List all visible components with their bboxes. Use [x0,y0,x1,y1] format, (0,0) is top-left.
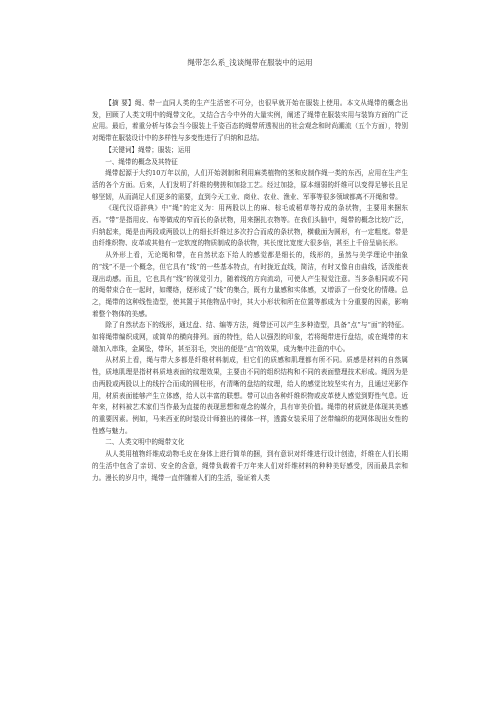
section-1-paragraph-1: 绳带起源于大约10万年以前，人们开始剥制和利用麻类植物的茎和皮制作绳一类的东西，应用在生产生活的各个方面。后来，人们发明了纤维的劈搓和加捻工艺。经过加捻，原本细弱的纤维可以变得足够长且足够坚韧，从而满足人们更多的需要，直到今天工业、商业、农业、渔业、军事等很多领域都离不开绳和带。 [92,169,408,201]
section-1-paragraph-5: 从材质上看，绳与带大多都是纤维材料制成，但它们的质感和肌理都有所不同。质感是材料的自然属性，质地肌理是指材料质地表面的纹理效果，主要由不同的组织结构和不同的表面整理技术形成。绳因为是由两股或两股以上的线拧合而成的圆柱形，有清晰的盘结的纹理，给人的感觉比较坚实有力，且通过光影作用，材质表面能够产生立体感，给人以丰富的联想。带可以由各种纤维织物或皮革使人感觉到野性气息。近年来，材料被艺术家们当作最为直接的表现思想和观念的媒介，具有审美价值。绳带的材质就是体现其美感的重要因素。例如，马来西亚的时装设计师推出的裸体一样，透露女装采用了丝带编织的花网体现出女性的性感与魅力。 [92,356,408,435]
abstract-paragraph: 【摘 要】绳、带一直同人类的生产生活密不可分，也很早就开始在服装上使用。本文从绳带的概念出发，回顾了人类文明中的绳带文化，又结合古今中外的大量实例，阐述了绳带在服装实用与装饰方面的广泛应用。最后，着重分析与体会当今服装上千姿百态的绳带所透视出的社会观念和时尚潮流（五个方面），特别对绳带在服装设计中的多样性与多变性进行了归纳和总结。 [92,99,408,143]
section-2-heading: 二、人类文明中的绳带文化 [105,438,185,447]
section-2-paragraph-1: 从人类用植物纤维成动物毛皮在身体上进行简单的捆，到有意识对纤维进行设计创造，纤维在人们长期的生活中包含了亲切、安全的含意，绳带负载着千万年来人们对纤维材料的种种美好感受，因而最具亲和力。漫长的岁月中，绳带一直伴随着人们的生活，验证着人类 [92,450,408,482]
document-title: 绳带怎么系_浅谈绳带在服装中的运用 [187,58,313,67]
section-1-paragraph-4: 除了自然状态下的线形，通过盘、结、编等方法，绳带还可以产生多种造型，具备“点”与“面”的特征。如将绳带编织成网，或简单的横向排列。面的特性，给人以强烈的印象，若将绳带进行盘结，或在绳带的末端加入串珠，金属坠，带环，甚至羽毛，突出的便是“点”的效果，成为集中注意的中心。 [92,321,408,353]
section-1-heading: 一、绳带的概念及其特征 [105,157,178,166]
section-1-paragraph-3: 从外形上看，无论绳和带，在自然状态下给人的感觉都是细长的，线形的，虽然与美学理论中抽象的“线”不是一个概念，但它具有“线”的一些基本特点，有时拢近直线，简洁，有时又像自由曲线，活泼能表现出动感。而且，它也具有“线”的视觉引力，随着线的方向流动，可使人产生视觉注意。当多条相同或不同的绳带束合在一起时，如缨络，便形成了“线”的集合，既有力量感和实体感，又增添了一份变化的情趣。总之，绳带的这种线性造型，使其置于其他物品中时，其大小形状和所在位置等都成为十分重要的因素，影响着整个物体的美感。 [92,251,408,318]
section-1-paragraph-2: 《现代汉语辞典》中“绳”的定义为：用两股以上的麻、棕毛或稻草等拧成的条状物，主要用来捆东西。“带”是指用皮、布等做成的窄而长的条状物，用来捆扎衣物等。在我们头脑中，绳带的概念比较广泛，归纳起来，绳是由两段或两股以上的细长纤维过多次拧合而成的条状物，横截面为圆形，有一定粗度。带是由纤维织物、皮革或其他有一定软度的物质制成的条状物，其长度比宽度大很多倍，甚至上千倍呈扁长形。 [92,204,408,248]
keywords-line: 【关键词】绳带；服装；运用 [105,145,191,154]
